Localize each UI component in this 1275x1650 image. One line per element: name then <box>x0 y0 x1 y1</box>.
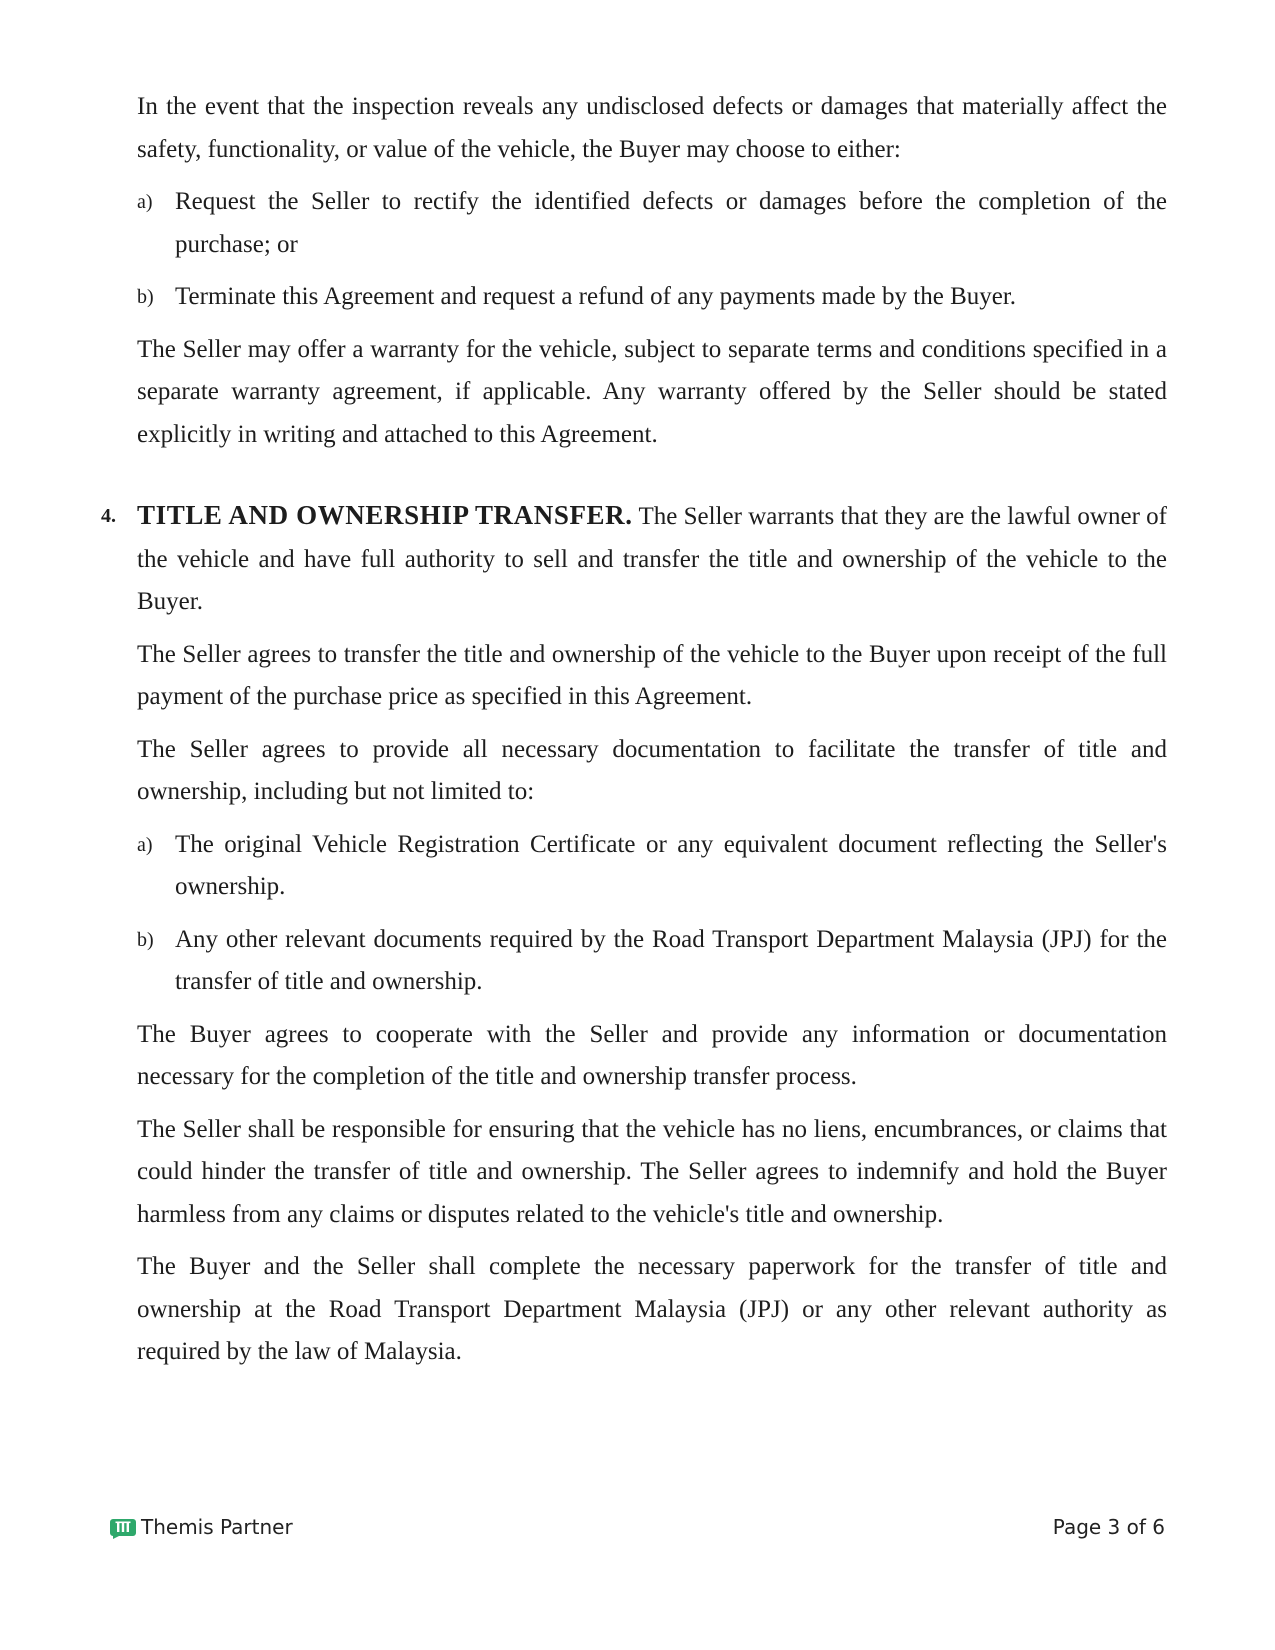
list-item-text: The original Vehicle Registration Certificate or any equivalent document reflecting the Seller's ownership. <box>175 830 1167 900</box>
list-item-text: Any other relevant documents required by the Road Transport Department Malaysia (JPJ) for the transfer of title and ownership. <box>175 925 1167 995</box>
list-item-registration-certificate <box>137 824 1167 909</box>
paragraph-documentation: The Seller agrees to provide all necessary documentation to facilitate the transfer of title and ownership, including but not limited to: <box>137 735 1167 805</box>
list-marker: b) <box>137 928 154 951</box>
section-title-ownership-transfer <box>101 494 1167 624</box>
list-item-terminate <box>137 276 1167 319</box>
document-body <box>101 86 1167 1384</box>
paragraph-warranty: The Seller may offer a warranty for the vehicle, subject to separate terms and conditions specified in a separate warranty agreement, if applicable. Any warranty offered by the Seller should be stated explicitly in writing and attached to this Agreement. <box>137 335 1167 448</box>
paragraph-cooperate: The Buyer agrees to cooperate with the Seller and provide any information or documentation necessary for the completion of the title and ownership transfer process. <box>137 1020 1167 1090</box>
brand <box>110 1515 293 1539</box>
list-marker: a) <box>137 191 153 213</box>
page-footer <box>110 1515 1165 1545</box>
brand-name: Themis Partner <box>141 1515 293 1539</box>
list-item-other-documents <box>137 919 1167 1004</box>
section-heading: TITLE AND OWNERSHIP TRANSFER. <box>137 500 633 530</box>
section-intro: The Seller warrants that they are the lawful owner of the vehicle and have full authority to sell and transfer the title and ownership of the vehicle to the Buyer. <box>137 503 1167 615</box>
paragraph-defects: In the event that the inspection reveals any undisclosed defects or damages that materially affect the safety, functionality, or value of the vehicle, the Buyer may choose to either: <box>137 93 1167 163</box>
list-item-text: Terminate this Agreement and request a refund of any payments made by the Buyer. <box>175 283 1017 310</box>
section-number: 4. <box>101 505 116 527</box>
paragraph-paperwork: The Buyer and the Seller shall complete the necessary paperwork for the transfer of title and ownership at the Road Transport Department Malaysia (JPJ) or any other relevant authority as required by the law of Malaysia. <box>137 1253 1167 1365</box>
list-item-text: Request the Seller to rectify the identified defects or damages before the completion of the purchase; or <box>175 188 1167 258</box>
page-number: Page 3 of 6 <box>1052 1515 1165 1539</box>
themis-logo-icon <box>110 1515 136 1539</box>
list-item-rectify <box>137 181 1167 266</box>
paragraph-liens: The Seller shall be responsible for ensuring that the vehicle has no liens, encumbrances, or claims that could hinder the transfer of title and ownership. The Seller agrees to indemnify and hold the Buyer harmless from any claims or disputes related to the vehicle's title and ownership. <box>137 1115 1167 1228</box>
list-marker: b) <box>137 286 154 308</box>
paragraph-transfer: The Seller agrees to transfer the title and ownership of the vehicle to the Buyer upon receipt of the full payment of the purchase price as specified in this Agreement. <box>137 640 1167 710</box>
list-marker: a) <box>137 833 153 856</box>
